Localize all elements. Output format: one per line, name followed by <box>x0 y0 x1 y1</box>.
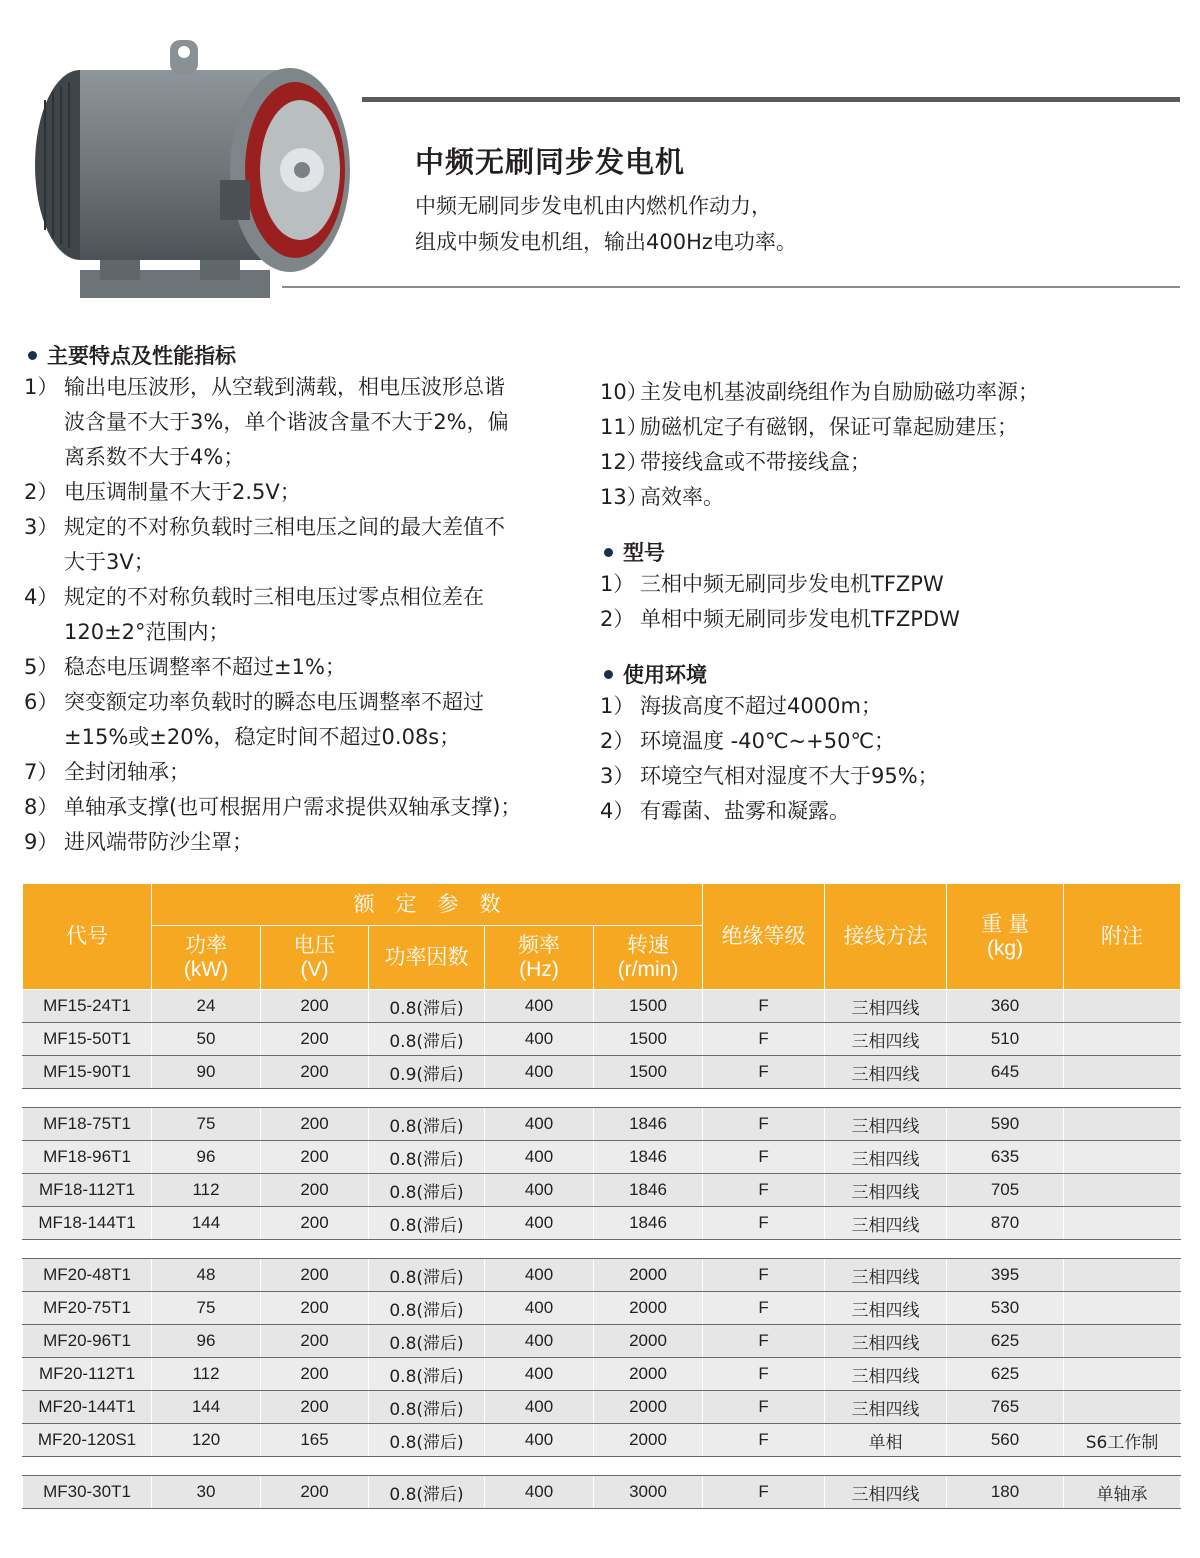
cell-code: MF18-112T1 <box>23 1174 152 1207</box>
cell-code: MF20-112T1 <box>23 1358 152 1391</box>
header-power-factor: 功率因数 <box>369 926 485 990</box>
header-weight: 重 量 (kg) <box>947 884 1064 990</box>
table-row <box>23 1108 1181 1141</box>
cell-weight: 590 <box>947 1108 1064 1141</box>
cell-voltage: 200 <box>261 1056 369 1089</box>
cell-voltage: 200 <box>261 1325 369 1358</box>
cell-code: MF20-120S1 <box>23 1424 152 1457</box>
item-number: 4） <box>24 585 59 609</box>
environment-heading <box>600 659 1180 689</box>
cell-wiring: 三相四线 <box>825 1141 947 1174</box>
cell-wiring: 三相四线 <box>825 1391 947 1424</box>
cell-insulation: F <box>703 1259 825 1292</box>
model-item <box>600 567 1180 602</box>
cell-note <box>1064 1207 1181 1240</box>
cell-speed: 2000 <box>594 1424 703 1457</box>
table-row <box>23 1141 1181 1174</box>
header-voltage: 电压 (V) <box>261 926 369 990</box>
model-item <box>600 602 1180 637</box>
group-spacer <box>23 1089 1181 1108</box>
cell-note <box>1064 1174 1181 1207</box>
cell-insulation: F <box>703 1391 825 1424</box>
header-frequency: 频率 (Hz) <box>485 926 594 990</box>
cell-power-factor: 0.8(滞后) <box>369 990 485 1023</box>
item-number: 1） <box>600 572 635 596</box>
cell-power-factor: 0.8(滞后) <box>369 1476 485 1509</box>
cell-weight: 625 <box>947 1358 1064 1391</box>
header-note: 附注 <box>1064 884 1181 990</box>
cell-insulation: F <box>703 1476 825 1509</box>
cell-wiring: 三相四线 <box>825 1174 947 1207</box>
item-text: 有霉菌、盐雾和凝露。 <box>640 799 850 823</box>
environment-item <box>600 759 1180 794</box>
feature-item <box>24 685 584 755</box>
cell-voltage: 200 <box>261 1174 369 1207</box>
cell-power: 75 <box>152 1292 261 1325</box>
right-column <box>600 375 1180 829</box>
item-text: 稳态电压调整率不超过±1%； <box>64 655 346 679</box>
cell-code: MF15-24T1 <box>23 990 152 1023</box>
cell-voltage: 200 <box>261 1108 369 1141</box>
cell-speed: 1846 <box>594 1207 703 1240</box>
cell-note <box>1064 1023 1181 1056</box>
features-heading-label: 主要特点及性能指标 <box>47 344 236 368</box>
cell-power-factor: 0.8(滞后) <box>369 1292 485 1325</box>
cell-weight: 510 <box>947 1023 1064 1056</box>
cell-weight: 360 <box>947 990 1064 1023</box>
cell-power: 96 <box>152 1325 261 1358</box>
intro-text <box>415 188 1115 260</box>
feature-item <box>24 650 584 685</box>
cell-code: MF30-30T1 <box>23 1476 152 1509</box>
feature-item <box>24 475 584 510</box>
cell-voltage: 165 <box>261 1424 369 1457</box>
table-row <box>23 990 1181 1023</box>
table-row <box>23 1259 1181 1292</box>
item-text: 高效率。 <box>640 485 724 509</box>
cell-speed: 2000 <box>594 1325 703 1358</box>
cell-power: 112 <box>152 1174 261 1207</box>
cell-power-factor: 0.8(滞后) <box>369 1174 485 1207</box>
cell-speed: 1846 <box>594 1141 703 1174</box>
table-row <box>23 1424 1181 1457</box>
intro-line: 中频无刷同步发电机由内燃机作动力， <box>415 194 772 218</box>
environment-item <box>600 724 1180 759</box>
cell-wiring: 三相四线 <box>825 1259 947 1292</box>
cell-voltage: 200 <box>261 1023 369 1056</box>
feature-item <box>600 480 1180 515</box>
cell-wiring: 三相四线 <box>825 1476 947 1509</box>
cell-voltage: 200 <box>261 1292 369 1325</box>
models-heading <box>600 537 1180 567</box>
cell-wiring: 三相四线 <box>825 1056 947 1089</box>
cell-frequency: 400 <box>485 1056 594 1089</box>
item-text: 输出电压波形，从空载到满载，相电压波形总谐 波含量不大于3%，单个谐波含量不大于2%，偏 离系数不大于4%； <box>64 375 509 469</box>
cell-weight: 635 <box>947 1141 1064 1174</box>
cell-code: MF18-144T1 <box>23 1207 152 1240</box>
header-power: 功率 (kW) <box>152 926 261 990</box>
cell-voltage: 200 <box>261 1476 369 1509</box>
table-row <box>23 1391 1181 1424</box>
cell-weight: 765 <box>947 1391 1064 1424</box>
generator-image <box>20 30 360 310</box>
feature-item <box>600 410 1180 445</box>
cell-power-factor: 0.8(滞后) <box>369 1259 485 1292</box>
cell-frequency: 400 <box>485 1424 594 1457</box>
table-row <box>23 1056 1181 1089</box>
cell-power: 144 <box>152 1391 261 1424</box>
cell-weight: 180 <box>947 1476 1064 1509</box>
feature-item <box>24 580 584 650</box>
cell-insulation: F <box>703 1292 825 1325</box>
cell-power: 120 <box>152 1424 261 1457</box>
cell-voltage: 200 <box>261 1141 369 1174</box>
cell-frequency: 400 <box>485 1108 594 1141</box>
item-text: 环境温度 -40℃~+50℃； <box>640 729 896 753</box>
cell-note <box>1064 1259 1181 1292</box>
cell-speed: 2000 <box>594 1358 703 1391</box>
item-text: 单轴承支撑(也可根据用户需求提供双轴承支撑)； <box>64 795 522 819</box>
cell-frequency: 400 <box>485 1358 594 1391</box>
cell-frequency: 400 <box>485 1391 594 1424</box>
cell-power-factor: 0.8(滞后) <box>369 1207 485 1240</box>
item-text: 励磁机定子有磁钢，保证可靠起励建压； <box>640 415 1018 439</box>
header-insulation: 绝缘等级 <box>703 884 825 990</box>
cell-voltage: 200 <box>261 1207 369 1240</box>
cell-speed: 3000 <box>594 1476 703 1509</box>
cell-speed: 2000 <box>594 1391 703 1424</box>
item-text: 海拔高度不超过4000m； <box>640 694 882 718</box>
cell-frequency: 400 <box>485 1292 594 1325</box>
cell-weight: 705 <box>947 1174 1064 1207</box>
cell-insulation: F <box>703 1207 825 1240</box>
feature-item <box>24 755 584 790</box>
cell-frequency: 400 <box>485 1023 594 1056</box>
bullet-icon <box>604 670 613 679</box>
cell-code: MF20-48T1 <box>23 1259 152 1292</box>
cell-wiring: 三相四线 <box>825 1292 947 1325</box>
feature-item <box>600 445 1180 480</box>
cell-voltage: 200 <box>261 1391 369 1424</box>
header-rule-top <box>362 97 1180 102</box>
cell-weight: 530 <box>947 1292 1064 1325</box>
cell-note: 单轴承 <box>1064 1476 1181 1509</box>
models-heading-label: 型号 <box>623 541 665 565</box>
group-spacer <box>23 1457 1181 1476</box>
cell-power: 96 <box>152 1141 261 1174</box>
features-section <box>24 340 584 860</box>
cell-speed: 1500 <box>594 1023 703 1056</box>
cell-weight: 560 <box>947 1424 1064 1457</box>
item-number: 10） <box>600 380 648 404</box>
feature-item <box>24 510 584 580</box>
bullet-icon <box>28 351 37 360</box>
intro-line: 组成中频发电机组，输出400Hz电功率。 <box>415 230 797 254</box>
cell-power: 50 <box>152 1023 261 1056</box>
item-number: 5） <box>24 655 59 679</box>
item-number: 1） <box>24 375 59 399</box>
cell-weight: 395 <box>947 1259 1064 1292</box>
item-number: 13） <box>600 485 648 509</box>
cell-speed: 1846 <box>594 1174 703 1207</box>
item-text: 电压调制量不大于2.5V； <box>64 480 301 504</box>
cell-wiring: 三相四线 <box>825 1207 947 1240</box>
cell-frequency: 400 <box>485 1141 594 1174</box>
cell-power: 144 <box>152 1207 261 1240</box>
feature-item <box>24 370 584 475</box>
cell-wiring: 三相四线 <box>825 990 947 1023</box>
cell-voltage: 200 <box>261 1259 369 1292</box>
item-number: 2） <box>600 607 635 631</box>
spec-table <box>22 883 1181 1509</box>
table-row <box>23 1358 1181 1391</box>
header-code: 代号 <box>23 884 152 990</box>
item-number: 1） <box>600 694 635 718</box>
cell-weight: 645 <box>947 1056 1064 1089</box>
cell-frequency: 400 <box>485 1207 594 1240</box>
features-list-right <box>600 375 1180 515</box>
cell-frequency: 400 <box>485 1259 594 1292</box>
cell-frequency: 400 <box>485 1325 594 1358</box>
cell-code: MF18-96T1 <box>23 1141 152 1174</box>
cell-power-factor: 0.8(滞后) <box>369 1424 485 1457</box>
item-text: 三相中频无刷同步发电机TFZPW <box>640 572 944 596</box>
cell-frequency: 400 <box>485 1174 594 1207</box>
cell-code: MF15-90T1 <box>23 1056 152 1089</box>
item-number: 12） <box>600 450 648 474</box>
item-text: 主发电机基波副绕组作为自励励磁功率源； <box>640 380 1039 404</box>
cell-weight: 625 <box>947 1325 1064 1358</box>
cell-wiring: 三相四线 <box>825 1023 947 1056</box>
table-row <box>23 1325 1181 1358</box>
cell-speed: 2000 <box>594 1292 703 1325</box>
item-text: 进风端带防沙尘罩； <box>64 830 253 854</box>
cell-speed: 1846 <box>594 1108 703 1141</box>
feature-item <box>24 825 584 860</box>
item-number: 11） <box>600 415 648 439</box>
item-number: 2） <box>600 729 635 753</box>
cell-power: 48 <box>152 1259 261 1292</box>
cell-wiring: 三相四线 <box>825 1108 947 1141</box>
cell-voltage: 200 <box>261 1358 369 1391</box>
cell-power-factor: 0.8(滞后) <box>369 1325 485 1358</box>
item-number: 2） <box>24 480 59 504</box>
cell-power-factor: 0.8(滞后) <box>369 1358 485 1391</box>
item-text: 突变额定功率负载时的瞬态电压调整率不超过 ±15%或±20%，稳定时间不超过0.08s； <box>64 690 484 749</box>
cell-note <box>1064 990 1181 1023</box>
table-row <box>23 1476 1181 1509</box>
item-number: 3） <box>24 515 59 539</box>
item-text: 单相中频无刷同步发电机TFZPDW <box>640 607 960 631</box>
cell-frequency: 400 <box>485 990 594 1023</box>
features-list-left <box>24 370 584 860</box>
cell-power-factor: 0.8(滞后) <box>369 1023 485 1056</box>
table-row <box>23 1292 1181 1325</box>
item-number: 9） <box>24 830 59 854</box>
cell-code: MF20-96T1 <box>23 1325 152 1358</box>
cell-speed: 2000 <box>594 1259 703 1292</box>
environment-item <box>600 689 1180 724</box>
cell-power-factor: 0.8(滞后) <box>369 1391 485 1424</box>
table-row <box>23 1023 1181 1056</box>
cell-note <box>1064 1391 1181 1424</box>
item-text: 规定的不对称负载时三相电压之间的最大差值不 大于3V； <box>64 515 505 574</box>
cell-note <box>1064 1292 1181 1325</box>
header-rule-bottom <box>282 286 1180 288</box>
cell-insulation: F <box>703 1056 825 1089</box>
cell-wiring: 三相四线 <box>825 1358 947 1391</box>
cell-code: MF18-75T1 <box>23 1108 152 1141</box>
cell-insulation: F <box>703 1141 825 1174</box>
cell-insulation: F <box>703 1358 825 1391</box>
cell-note <box>1064 1108 1181 1141</box>
header-rated-params: 额 定 参 数 <box>152 884 703 926</box>
item-text: 全封闭轴承； <box>64 760 190 784</box>
group-spacer <box>23 1240 1181 1259</box>
cell-insulation: F <box>703 1424 825 1457</box>
cell-frequency: 400 <box>485 1476 594 1509</box>
cell-power: 90 <box>152 1056 261 1089</box>
environment-heading-label: 使用环境 <box>623 663 707 687</box>
table-row <box>23 1207 1181 1240</box>
cell-wiring: 三相四线 <box>825 1325 947 1358</box>
item-number: 3） <box>600 764 635 788</box>
cell-code: MF15-50T1 <box>23 1023 152 1056</box>
cell-insulation: F <box>703 1108 825 1141</box>
item-number: 7） <box>24 760 59 784</box>
cell-power-factor: 0.8(滞后) <box>369 1141 485 1174</box>
cell-power-factor: 0.9(滞后) <box>369 1056 485 1089</box>
cell-note <box>1064 1141 1181 1174</box>
item-text: 规定的不对称负载时三相电压过零点相位差在 120±2°范围内； <box>64 585 484 644</box>
cell-weight: 870 <box>947 1207 1064 1240</box>
cell-power: 30 <box>152 1476 261 1509</box>
item-number: 6） <box>24 690 59 714</box>
environment-item <box>600 794 1180 829</box>
cell-code: MF20-144T1 <box>23 1391 152 1424</box>
header-speed: 转速 (r/min) <box>594 926 703 990</box>
item-number: 8） <box>24 795 59 819</box>
bullet-icon <box>604 548 613 557</box>
features-heading <box>24 340 584 370</box>
cell-note <box>1064 1358 1181 1391</box>
cell-note <box>1064 1056 1181 1089</box>
cell-speed: 1500 <box>594 990 703 1023</box>
cell-power: 112 <box>152 1358 261 1391</box>
header-wiring: 接线方法 <box>825 884 947 990</box>
cell-power: 75 <box>152 1108 261 1141</box>
cell-speed: 1500 <box>594 1056 703 1089</box>
item-number: 4） <box>600 799 635 823</box>
cell-power: 24 <box>152 990 261 1023</box>
cell-note: S6工作制 <box>1064 1424 1181 1457</box>
feature-item <box>600 375 1180 410</box>
table-row <box>23 1174 1181 1207</box>
cell-note <box>1064 1325 1181 1358</box>
item-text: 带接线盒或不带接线盒； <box>640 450 871 474</box>
cell-insulation: F <box>703 1325 825 1358</box>
spec-table-body <box>23 990 1181 1509</box>
cell-voltage: 200 <box>261 990 369 1023</box>
cell-insulation: F <box>703 1174 825 1207</box>
cell-wiring: 单相 <box>825 1424 947 1457</box>
page-title: 中频无刷同步发电机 <box>415 145 686 179</box>
item-text: 环境空气相对湿度不大于95%； <box>640 764 939 788</box>
cell-insulation: F <box>703 990 825 1023</box>
feature-item <box>24 790 584 825</box>
cell-insulation: F <box>703 1023 825 1056</box>
cell-power-factor: 0.8(滞后) <box>369 1108 485 1141</box>
cell-code: MF20-75T1 <box>23 1292 152 1325</box>
